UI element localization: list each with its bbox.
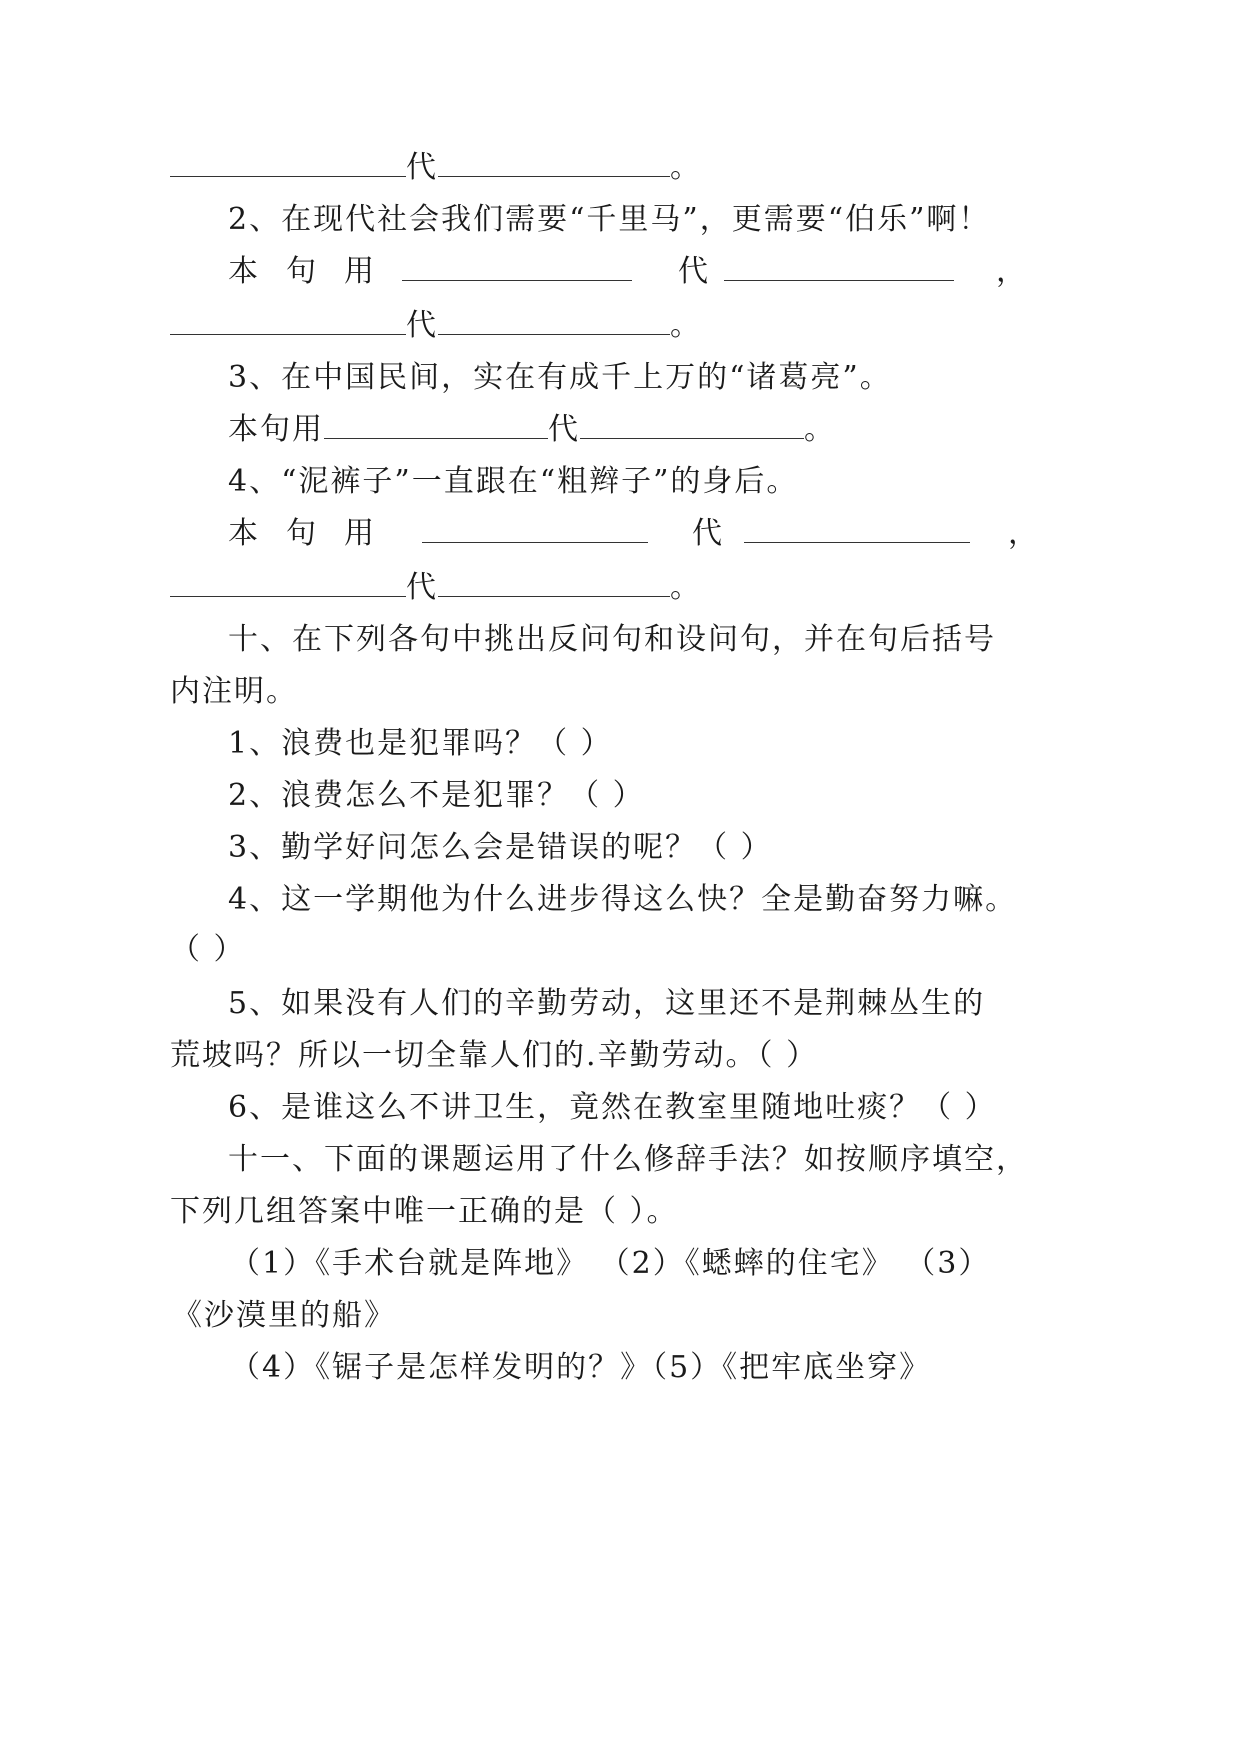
q10-item-5-line1: 5、如果没有人们的辛勤劳动，这里还不是荆棘丛生的 bbox=[228, 986, 986, 1021]
answer-blank[interactable] bbox=[170, 304, 406, 335]
answer-blank[interactable] bbox=[422, 512, 648, 543]
q11-titles-line2: 《沙漠里的船》 bbox=[172, 1298, 396, 1333]
answer-blank[interactable] bbox=[724, 250, 954, 281]
q11-title-line1: 十一、下面的课题运用了什么修辞手法？如按顺序填空， bbox=[228, 1142, 1028, 1177]
q10-item-4-bracket: （ ） bbox=[170, 932, 246, 967]
q10-item-3: 3、勤学好问怎么会是错误的呢？（ ） bbox=[228, 830, 773, 865]
q9-item4-sentence: 4、“泥裤子”一直跟在“粗辫子”的身后。 bbox=[228, 464, 799, 499]
q9-item2-answer-line1: 本句用 代 ， bbox=[228, 250, 1028, 294]
answer-blank[interactable] bbox=[438, 566, 670, 597]
q11-titles-line3: （4）《锯子是怎样发明的？》（5）《把牢底坐穿》 bbox=[230, 1350, 932, 1385]
q11-title-line2: 下列几组答案中唯一正确的是（ ）。 bbox=[170, 1194, 679, 1229]
q9-item4-answer-line1: 本句用 代 ， bbox=[228, 512, 1040, 556]
answer-blank[interactable] bbox=[170, 146, 406, 177]
q10-item-1: 1、浪费也是犯罪吗？（ ） bbox=[228, 726, 613, 761]
q10-item-2: 2、浪费怎么不是犯罪？（ ） bbox=[228, 778, 645, 813]
answer-blank[interactable] bbox=[402, 250, 632, 281]
q10-title-line2: 内注明。 bbox=[170, 674, 298, 709]
q9-item3-answer-line: 本句用 代 。 bbox=[228, 408, 836, 452]
q9-item2-answer-line2: 代 。 bbox=[170, 304, 702, 348]
q9-item4-answer-line2: 代 。 bbox=[170, 566, 702, 610]
q10-title-line1: 十、在下列各句中挑出反问句和设问句，并在句后括号 bbox=[228, 622, 996, 657]
answer-blank[interactable] bbox=[438, 146, 670, 177]
answer-blank[interactable] bbox=[170, 566, 406, 597]
q10-item-5-line2: 荒坡吗？所以一切全靠人们的.辛勤劳动。（ ） bbox=[170, 1038, 819, 1073]
q9-item3-sentence: 3、在中国民间，实在有成千上万的“诸葛亮”。 bbox=[228, 360, 892, 395]
q9-item2-sentence: 2、在现代社会我们需要“千里马”，更需要“伯乐”啊！ bbox=[228, 202, 991, 237]
q10-item-4: 4、这一学期他为什么进步得这么快？全是勤奋努力嘛。 bbox=[228, 882, 1018, 917]
q11-titles-line1: （1）《手术台就是阵地》 （2）《蟋蟀的住宅》 （3） bbox=[230, 1246, 991, 1281]
answer-blank[interactable] bbox=[324, 408, 548, 439]
q9-item1-answer-line: 代 。 bbox=[170, 146, 702, 190]
q10-item-6: 6、是谁这么不讲卫生，竟然在教室里随地吐痰？（ ） bbox=[228, 1090, 997, 1125]
answer-blank[interactable] bbox=[580, 408, 804, 439]
answer-blank[interactable] bbox=[744, 512, 970, 543]
answer-blank[interactable] bbox=[438, 304, 670, 335]
